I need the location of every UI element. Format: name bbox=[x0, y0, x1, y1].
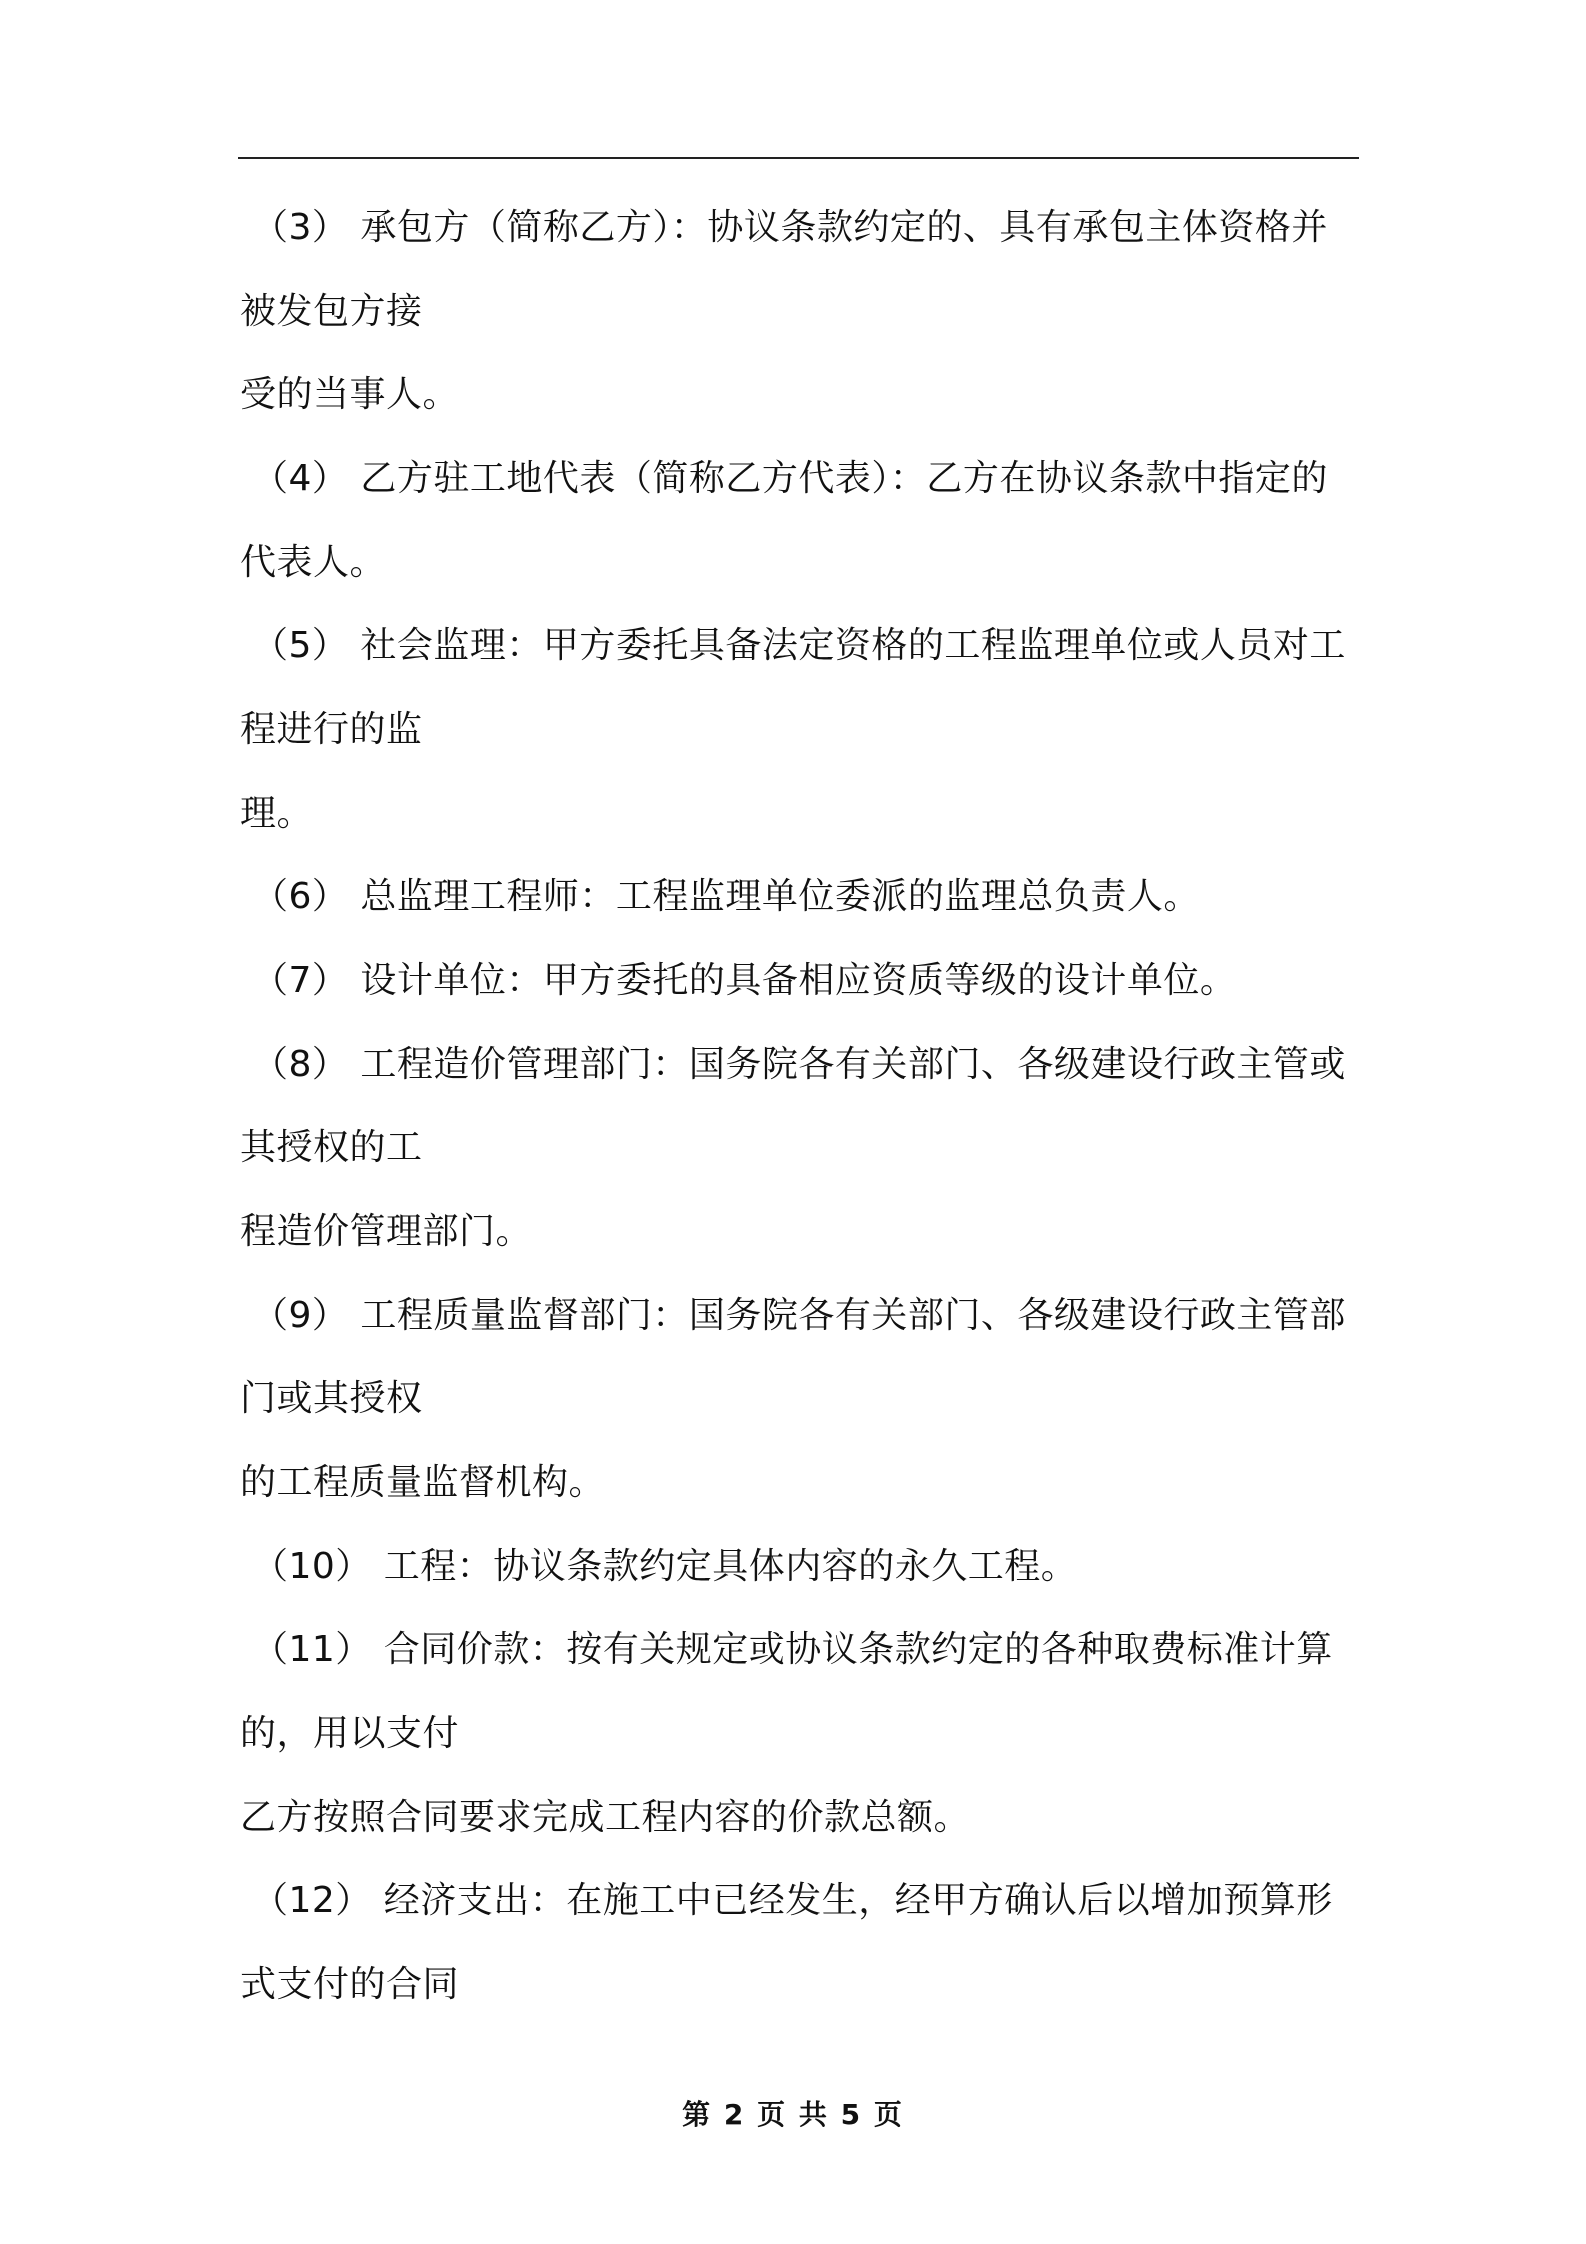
clause-3-line-1: （3） 承包方（简称乙方）：协议条款约定的、具有承包主体资格并 bbox=[252, 207, 1328, 248]
page-number-footer: 第 2 页 共 5 页 bbox=[682, 2098, 904, 2131]
clause-3-line-3: 受的当事人。 bbox=[240, 374, 460, 415]
clause-9-line-2: 门或其授权 bbox=[240, 1378, 423, 1419]
clause-7-line-1: （7） 设计单位：甲方委托的具备相应资质等级的设计单位。 bbox=[252, 960, 1237, 1001]
clause-11-line-1: （11） 合同价款：按有关规定或协议条款约定的各种取费标准计算 bbox=[252, 1629, 1333, 1670]
clause-12-line-1: （12） 经济支出：在施工中已经发生，经甲方确认后以增加预算形 bbox=[252, 1880, 1333, 1921]
clause-8-line-3: 程造价管理部门。 bbox=[240, 1211, 533, 1252]
clause-8-line-2: 其授权的工 bbox=[240, 1127, 423, 1168]
clause-5-line-2: 程进行的监 bbox=[240, 709, 423, 750]
clause-8-line-1: （8） 工程造价管理部门：国务院各有关部门、各级建设行政主管或 bbox=[252, 1044, 1346, 1085]
clause-9-line-3: 的工程质量监督机构。 bbox=[240, 1462, 606, 1503]
clause-10-line-1: （10） 工程：协议条款约定具体内容的永久工程。 bbox=[252, 1546, 1078, 1587]
clause-4-line-1: （4） 乙方驻工地代表（简称乙方代表）：乙方在协议条款中指定的 bbox=[252, 458, 1328, 499]
header-rule bbox=[238, 157, 1359, 159]
clause-4-line-2: 代表人。 bbox=[240, 542, 387, 583]
clause-11-line-2: 的，用以支付 bbox=[240, 1713, 460, 1754]
clause-6-line-1: （6） 总监理工程师：工程监理单位委派的监理总负责人。 bbox=[252, 876, 1200, 917]
clause-9-line-1: （9） 工程质量监督部门：国务院各有关部门、各级建设行政主管部 bbox=[252, 1295, 1346, 1336]
clause-12-line-2: 式支付的合同 bbox=[240, 1964, 460, 2005]
clause-11-line-3: 乙方按照合同要求完成工程内容的价款总额。 bbox=[240, 1797, 971, 1838]
clause-3-line-2: 被发包方接 bbox=[240, 291, 423, 332]
clause-5-line-1: （5） 社会监理：甲方委托具备法定资格的工程监理单位或人员对工 bbox=[252, 625, 1346, 666]
clause-5-line-3: 理。 bbox=[240, 793, 314, 834]
